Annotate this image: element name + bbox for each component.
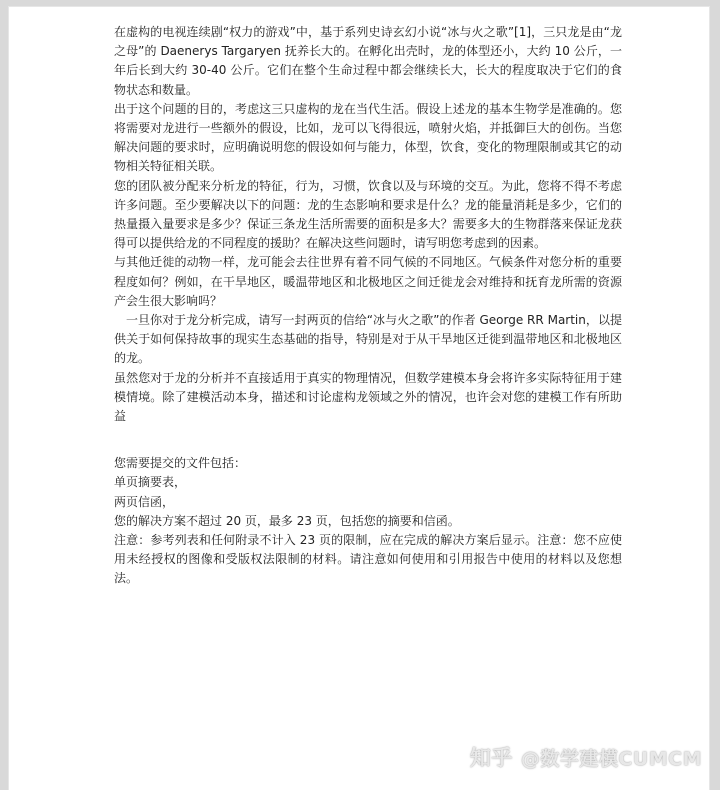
submission-item-letter: 两页信函， <box>114 494 175 509</box>
zhihu-logo: 知乎 <box>469 746 513 770</box>
paragraph-intro: 在虚构的电视连续剧“权力的游戏”中，基于系列史诗玄幻小说“冰与火之歌”[1]，三只龙是由“龙之母”的 Daenerys Targaryen 抚养长大的。在孵化出壳时，龙的体型还小，大约 10 公斤，一年后长到大约 30-40 公斤。它们在整个生命过程中都会继续长大，长大的程度取决于它们的食物状态和数量。 <box>114 25 622 97</box>
watermark-account: @数学建模CUMCM <box>520 747 702 770</box>
document-body <box>114 23 622 589</box>
submission-item-solution: 您的解决方案不超过 20 页，最多 23 页，包括您的摘要和信函。 <box>114 513 460 528</box>
document-page <box>8 6 710 790</box>
paragraph-letter: 一旦你对于龙分析完成，请写一封两页的信给“冰与火之歌”的作者 George RR Martin，以提供关于如何保持故事的现实生态基础的指导，特别是对于从干旱地区迁徙到温带地区和北极地区的龙。 <box>114 313 622 366</box>
paragraph-assumptions: 出于这个问题的目的，考虑这三只虚构的龙在当代生活。假设上述龙的基本生物学是准确的。您将需要对龙进行一些额外的假设，比如，龙可以飞得很远，喷射火焰，并抵御巨大的创伤。当您解决问题的要求时，应明确说明您的假设如何与能力，体型，饮食，变化的物理限制或其它的动物相关特征相关联。 <box>114 101 622 174</box>
site-watermark <box>470 742 702 772</box>
paragraph-modeling: 虽然您对于龙的分析并不直接适用于真实的物理情况，但数学建模本身会将许多实际特征用于建模情境。除了建模活动本身，描述和讨论虚构龙领域之外的情况，也许会对您的建模工作有所助益 <box>114 370 622 424</box>
submission-item-summary: 单页摘要表， <box>114 475 187 490</box>
submission-heading: 您需要提交的文件包括： <box>114 456 247 471</box>
paragraph-gap <box>114 426 622 454</box>
paragraph-team-analysis: 您的团队被分配来分析龙的特征，行为，习惯，饮食以及与环境的交互。为此，您将不得不考虑许多问题。至少要解决以下的问题：龙的生态影响和要求是什么？龙的能量消耗是多少，它们的热量摄入量要求是多少？保证三条龙生活所需要的面积是多大？需要多大的生物群落来保证龙获得可以提供给龙的不同程度的援助？在解决这些问题时，请写明您考虑到的因素。 <box>114 178 622 251</box>
submission-note: 注意：参考列表和任何附录不计入 23 页的限制，应在完成的解决方案后显示。注意：您不应使用未经授权的图像和受版权法限制的材料。请注意如何使用和引用报告中使用的材料以及您想法。 <box>114 533 622 586</box>
paragraph-migration: 与其他迁徙的动物一样，龙可能会去往世界有着不同气候的不同地区。气候条件对您分析的重要程度如何？例如，在干旱地区，暖温带地区和北极地区之间迁徙龙会对维持和抚育龙所需的资源产会生很大影响吗？ <box>114 255 622 308</box>
